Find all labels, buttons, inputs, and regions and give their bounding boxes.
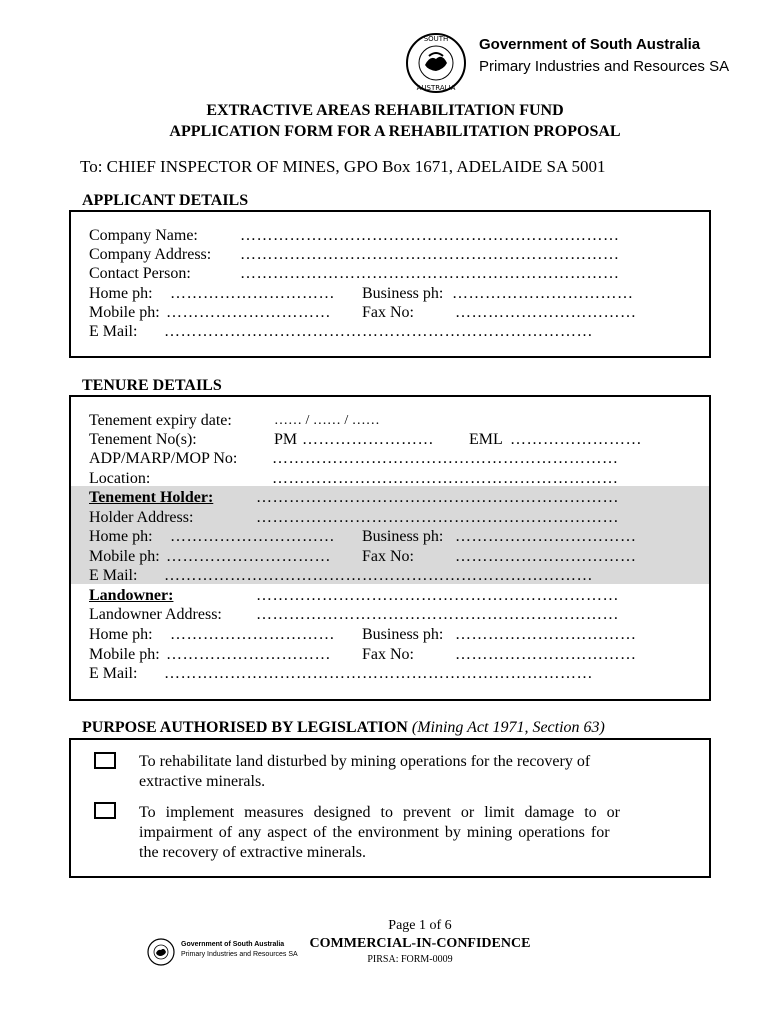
holder-address-field[interactable]: ………………………………………………………… (256, 509, 619, 526)
home-ph-label: Home ph: (89, 285, 153, 302)
title-line-2: APPLICATION FORM FOR A REHABILITATION PROPOSAL (169, 123, 621, 140)
business-ph-label: Business ph: (362, 285, 444, 302)
form-number: PIRSA: FORM-0009 (367, 954, 453, 965)
footer-seal-icon (147, 938, 175, 966)
fax-no-label: Fax No: (362, 304, 414, 321)
addressee-line: To: CHIEF INSPECTOR OF MINES, GPO Box 1671, ADELAIDE SA 5001 (80, 157, 606, 176)
holder-address-label: Holder Address: (89, 509, 194, 526)
dept-name: Primary Industries and Resources SA (479, 58, 730, 75)
mobile-ph-label: Mobile ph: (89, 304, 160, 321)
landowner-home-ph-field[interactable]: ………………………… (170, 626, 335, 643)
tenure-heading: TENURE DETAILS (82, 377, 222, 394)
landowner-label: Landowner: (89, 587, 174, 604)
company-address-field[interactable]: …………………………………………………………… (240, 246, 620, 263)
email-field[interactable]: …………………………………………………………………… (164, 323, 593, 340)
landowner-business-ph-field[interactable]: …………………………… (455, 626, 637, 643)
state-seal-icon (405, 32, 467, 94)
footer-logo (147, 938, 297, 968)
landowner-field[interactable]: ………………………………………………………… (256, 587, 619, 604)
holder-fax-no-label: Fax No: (362, 548, 414, 565)
business-ph-field[interactable]: …………………………… (452, 285, 634, 302)
fax-no-field[interactable]: …………………………… (455, 304, 637, 321)
pm-field[interactable]: …………………… (302, 431, 434, 448)
expiry-label: Tenement expiry date: (89, 412, 232, 429)
purpose-option-2-line-1: To implement measures designed to prevent or limit damage to or (139, 804, 620, 821)
email-label: E Mail: (89, 323, 138, 340)
page-number: Page 1 of 6 (388, 918, 452, 933)
title-line-1: EXTRACTIVE AREAS REHABILITATION FUND (206, 102, 564, 119)
purpose-option-1-line-1: To rehabilitate land disturbed by mining operations for the recovery of (139, 753, 591, 770)
purpose-option-1-checkbox[interactable] (94, 752, 116, 769)
purpose-heading (82, 719, 605, 737)
footer-dept-name: Primary Industries and Resources SA (181, 951, 298, 958)
holder-mobile-ph-label: Mobile ph: (89, 548, 160, 565)
gov-name: Government of South Australia (479, 36, 701, 53)
landowner-fax-no-field[interactable]: …………………………… (455, 646, 637, 663)
holder-home-ph-label: Home ph: (89, 528, 153, 545)
landowner-address-label: Landowner Address: (89, 606, 222, 623)
tenement-holder-label: Tenement Holder: (89, 489, 214, 506)
confidentiality-label: COMMERCIAL-IN-CONFIDENCE (309, 936, 531, 951)
landowner-home-ph-label: Home ph: (89, 626, 153, 643)
purpose-option-2-line-3: the recovery of extractive minerals. (139, 844, 366, 861)
adp-field[interactable]: ……………………………………………………… (272, 450, 619, 467)
eml-label: EML (469, 431, 503, 448)
header-logo (405, 32, 730, 92)
contact-person-label: Contact Person: (89, 265, 191, 282)
location-label: Location: (89, 470, 151, 487)
pm-label: PM (274, 431, 298, 448)
landowner-business-ph-label: Business ph: (362, 626, 444, 643)
purpose-option-2-line-2: impairment of any aspect of the environment by mining operations for (139, 824, 610, 841)
holder-email-label: E Mail: (89, 567, 138, 584)
purpose-heading-ref: (Mining Act 1971, Section 63) (411, 719, 605, 736)
mobile-ph-field[interactable]: ………………………… (166, 304, 331, 321)
tenement-nos-label: Tenement No(s): (89, 431, 197, 448)
landowner-fax-no-label: Fax No: (362, 646, 414, 663)
purpose-option-2-checkbox[interactable] (94, 802, 116, 819)
applicant-heading: APPLICANT DETAILS (82, 192, 249, 209)
landowner-email-field[interactable]: …………………………………………………………………… (164, 665, 593, 682)
location-field[interactable]: ……………………………………………………… (272, 470, 619, 487)
landowner-email-label: E Mail: (89, 665, 138, 682)
company-address-label: Company Address: (89, 246, 212, 263)
holder-business-ph-field[interactable]: …………………………… (455, 528, 637, 545)
purpose-option-1-line-2: extractive minerals. (139, 773, 266, 790)
tenement-holder-field[interactable]: ………………………………………………………… (256, 489, 619, 506)
holder-email-field[interactable]: …………………………………………………………………… (164, 567, 593, 584)
svg-text:SOUTH: SOUTH (423, 35, 449, 43)
landowner-mobile-ph-field[interactable]: ………………………… (166, 646, 331, 663)
eml-field[interactable]: …………………… (510, 431, 642, 448)
holder-home-ph-field[interactable]: ………………………… (170, 528, 335, 545)
company-name-field[interactable]: …………………………………………………………… (240, 227, 620, 244)
purpose-heading-text: PURPOSE AUTHORISED BY LEGISLATION (82, 719, 408, 736)
holder-mobile-ph-field[interactable]: ………………………… (166, 548, 331, 565)
holder-business-ph-label: Business ph: (362, 528, 444, 545)
adp-label: ADP/MARP/MOP No: (89, 450, 238, 467)
svg-text:AUSTRALIA: AUSTRALIA (416, 84, 456, 92)
contact-person-field[interactable]: …………………………………………………………… (240, 265, 620, 282)
footer-gov-name: Government of South Australia (181, 941, 285, 948)
holder-fax-no-field[interactable]: …………………………… (455, 548, 637, 565)
home-ph-field[interactable]: ………………………… (170, 285, 335, 302)
company-name-label: Company Name: (89, 227, 198, 244)
expiry-field[interactable]: …… / …… / …… (274, 413, 380, 428)
landowner-mobile-ph-label: Mobile ph: (89, 646, 160, 663)
landowner-address-field[interactable]: ………………………………………………………… (256, 606, 619, 623)
